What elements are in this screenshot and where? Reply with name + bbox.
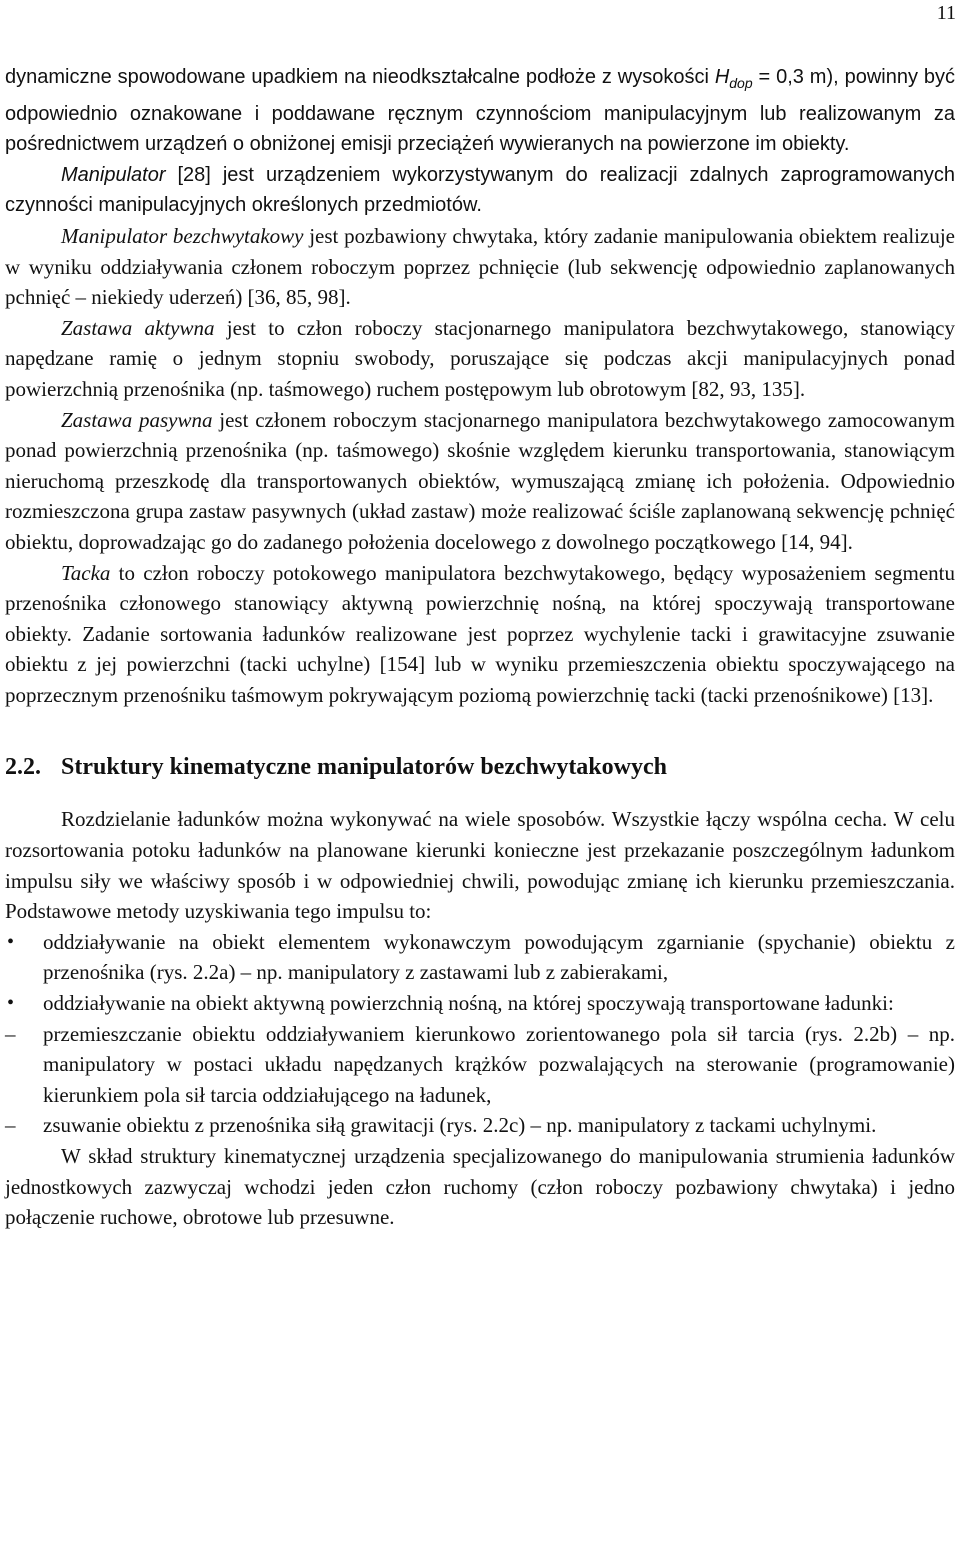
list-item-text: zsuwanie obiektu z przenośnika siłą grawitacji (rys. 2.2c) – np. manipulatory z tackami uchylnymi.: [43, 1113, 877, 1138]
page-number: 11: [936, 2, 956, 24]
defined-term: Tacka: [61, 560, 111, 585]
paragraph-continuation: [5, 62, 955, 160]
dash-icon: –: [5, 1021, 16, 1046]
closing-paragraph: W skład struktury kinematycznej urządzenia specjalizowanego do manipulowania strumienia ładunków jednostkowych zazwyczaj wchodzi jeden człon ruchomy (człon roboczy pozbawiony chwytaka) i jedno połączenie ruchowe, obrotowe lub przesuwne.: [5, 1144, 955, 1230]
defined-term: Zastawa aktywna: [61, 315, 215, 340]
list-item: [5, 1110, 955, 1141]
list-item: [5, 927, 955, 988]
variable-symbol: H: [714, 66, 730, 88]
list-item-text: oddziaływanie na obiekt aktywną powierzchnią nośną, na której spoczywają transportowane ładunki:: [43, 991, 894, 1016]
variable-subscript: dop: [729, 75, 753, 91]
definition-text: to człon roboczy potokowego manipulatora bezchwytakowego, będący wyposażeniem segmentu przenośnika członowego stanowiący aktywną powierzchnię nośną, na której spoczywają transportowane obiekty. Zadanie sortowania ładunków realizowane jest poprzez wychylenie tacki i grawitacyjne zsuwanie obiektu z jej powierzchni (tacki uchylne) [154] lub w wyniku przemieszczenia obiektu spoczywającego na poprzecznym przenośniku taśmowym pokrywającym poziomą powierzchnię tacki (tacki przenośnikowe) [13].: [5, 560, 955, 707]
list-item-text: oddziaływanie na obiekt elementem wykonawczym powodującym zgarnianie (spychanie) obiektu z przenośnika (rys. 2.2a) – np. manipulatory z zastawami lub z zabierakami,: [43, 929, 955, 985]
spacer: [5, 782, 955, 804]
paragraph-text: = 0,3 m), powinny być odpowiednio oznakowane i poddawane ręcznym czynnościom manipulacyjnym lub realizowanym za pośrednictwem urządzeń o obniżonej emisji przeciążeń wywieranych na powierzone im obiekty.: [5, 66, 955, 156]
defined-term: Manipulator: [61, 163, 166, 186]
intro-paragraph: Rozdzielanie ładunków można wykonywać na wiele sposobów. Wszystkie łączy wspólna cecha. W celu rozsortowania potoku ładunków na planowane kierunki konieczne jest przekazanie poszczególnym ładunkom impulsu siły we właściwy sposób i w odpowiedniej chwili, powodując zmianę ich kierunku przemieszczania. Podstawowe metody uzyskiwania tego impulsu to:: [5, 807, 955, 924]
definition-manipulator: [5, 160, 955, 221]
definition-text: [28] jest urządzeniem wykorzystywanym do realizacji zdalnych zaprogramowanych czynności manipulacyjnych określonych przedmiotów.: [5, 163, 955, 217]
defined-term: Manipulator bezchwytakowy: [61, 223, 304, 248]
methods-list: [5, 927, 955, 1019]
sub-methods-list: [5, 1019, 955, 1141]
list-item: [5, 1019, 955, 1111]
definition-manipulator-bezchwytakowy: [5, 221, 955, 313]
definition-zastawa-aktywna: [5, 313, 955, 405]
definition-text: jest to człon roboczy stacjonarnego manipulatora bezchwytakowego, stanowiący napędzane ramię o jednym stopniu swobody, poruszające się podczas akcji manipulacyjnych ponad powierzchnią przenośnika (np. taśmowego) ruchem postępowym lub obrotowym [82, 93, 135].: [5, 315, 955, 401]
bullet-icon: •: [7, 930, 15, 953]
definition-text: jest pozbawiony chwytaka, który zadanie manipulowania obiektem realizuje w wyniku oddziaływania członem roboczym poprzez pchnięcie (lub sekwencję odpowiednio zaplanowanych pchnięć – niekiedy uderzeń) [36, 85, 98].: [5, 223, 955, 310]
page-content: [5, 62, 955, 1233]
bullet-icon: •: [7, 992, 15, 1015]
dash-icon: –: [5, 1113, 16, 1138]
defined-term: Zastawa pasywna: [61, 407, 213, 432]
list-item-text: przemieszczanie obiektu oddziaływaniem kierunkowo zorientowanego pola sił tarcia (rys. 2.2b) – np. manipulatory w postaci układu napędzanych krążków pozwalających na sterowanie (programowanie) kierunkiem pola sił tarcia oddziałującego na ładunek,: [43, 1021, 955, 1107]
section-heading: [5, 752, 955, 782]
definition-text: jest członem roboczym stacjonarnego manipulatora bezchwytakowego zamocowanym ponad powierzchnią przenośnika (np. taśmowego) skośnie względem kierunku transportowania, stanowiącym nieruchomą przeszkodę dla transportowanych obiektów, wymuszającą zmianę ich położenia. Odpowiednio rozmieszczona grupa zastaw pasywnych (układ zastaw) może realizować ściśle zaplanowaną sekwencję pchnięć obiektu, doprowadzając go do zadanego położenia docelowego z dowolnego początkowego [14, 94].: [5, 407, 956, 554]
section-number: 2.2.: [5, 754, 41, 781]
paragraph-text: dynamiczne spowodowane upadkiem na nieodkształcalne podłoże z wysokości: [5, 66, 715, 88]
list-item: [5, 988, 955, 1019]
definition-tacka: [5, 558, 955, 711]
section-title: Struktury kinematyczne manipulatorów bezchwytakowych: [61, 754, 667, 781]
definition-zastawa-pasywna: [5, 405, 955, 558]
